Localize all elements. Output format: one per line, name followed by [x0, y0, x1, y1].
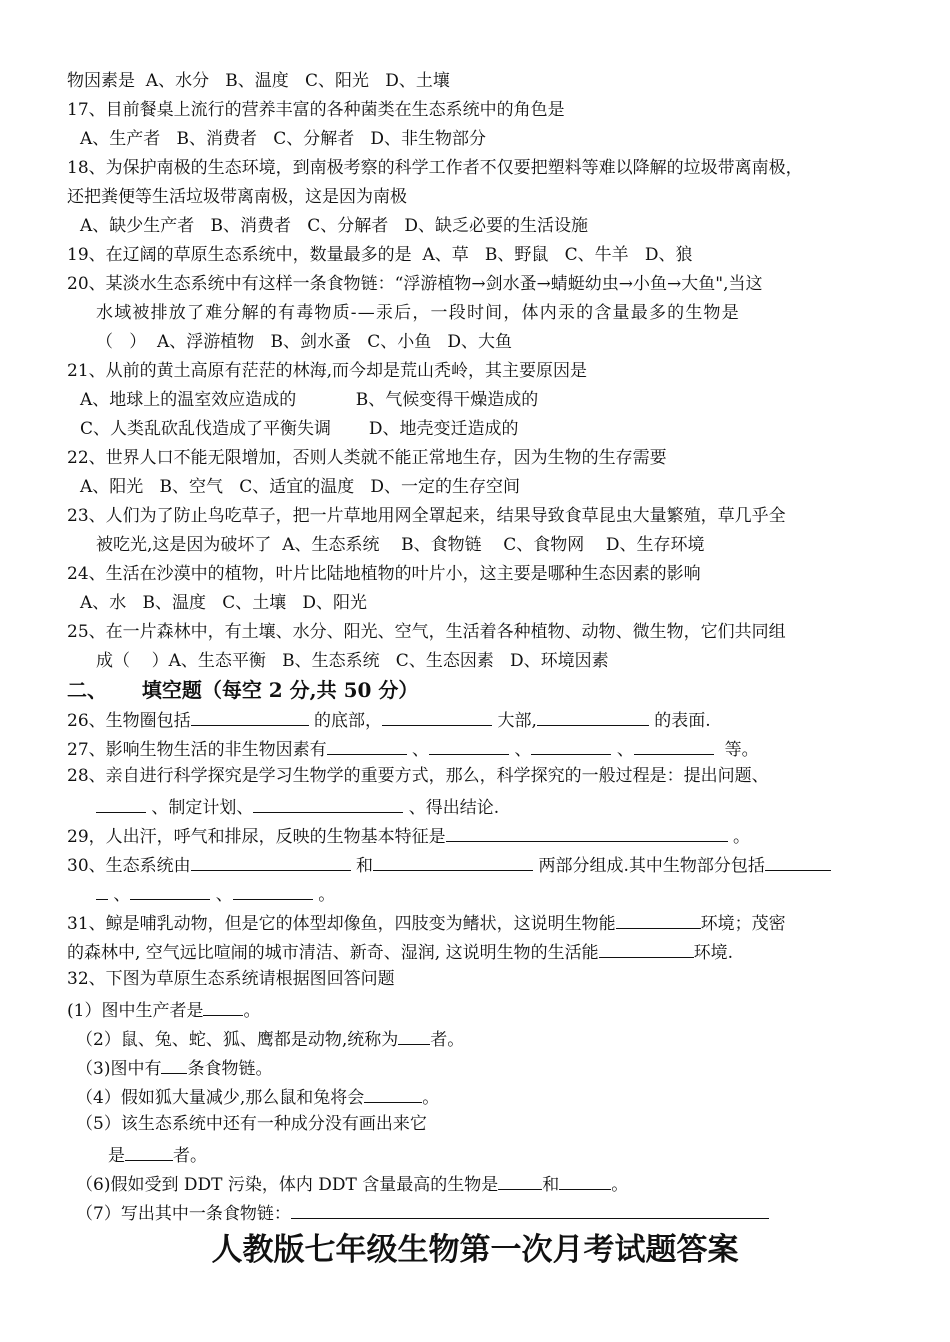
question-21-options-cd: C、人类乱砍乱伐造成了平衡失调 D、地壳变迁造成的 — [80, 419, 519, 439]
question-18-line2: 还把粪便等生活垃圾带离南极，这是因为南极 — [67, 187, 407, 207]
answer-blank[interactable] — [599, 939, 694, 958]
question-20-line1: 20、某淡水生态系统中有这样一条食物链：“浮游植物→剑水蚤→蜻蜓幼虫→小鱼→大鱼",当这 — [67, 274, 763, 294]
question-23-line1: 23、人们为了防止鸟吃草子，把一片草地用网全罩起来，结果导致食草昆虫大量繁殖，草几乎全 — [67, 506, 786, 526]
answer-blank[interactable] — [429, 736, 509, 755]
question-32-part-5-line1: （5）该生态系统中还有一种成分没有画出来它 — [76, 1114, 427, 1134]
question-31-line2: 的森林中, 空气远比喧闹的城市清洁、新奇、湿润, 这说明生物的生活能 环境. — [67, 939, 733, 961]
answer-blank[interactable] — [191, 852, 351, 871]
answer-blank[interactable] — [398, 1026, 430, 1045]
answer-blank[interactable] — [559, 1171, 611, 1190]
answer-blank[interactable] — [616, 910, 701, 929]
question-27: 27、影响生物生活的非生物因素有 、 、 、 等。 — [67, 736, 759, 758]
question-32-part-3: （3)图中有 条食物链。 — [76, 1055, 272, 1077]
question-19: 19、在辽阔的草原生态系统中，数量最多的是 A、草 B、野鼠 C、牛羊 D、狼 — [67, 245, 693, 265]
question-20-options: （ ） A、浮游植物 B、剑水蚤 C、小鱼 D、大鱼 — [96, 332, 513, 352]
answer-blank[interactable] — [531, 736, 611, 755]
answer-blank[interactable] — [537, 707, 649, 726]
answer-blank[interactable] — [125, 1142, 173, 1161]
question-28-line2: 、制定计划、 、得出结论. — [96, 794, 499, 816]
answer-blank[interactable] — [364, 1084, 422, 1103]
question-24: 24、生活在沙漠中的植物，叶片比陆地植物的叶片小，这主要是哪种生态因素的影响 — [67, 564, 701, 584]
question-32-part-6: （6)假如受到 DDT 污染，体内 DDT 含量最高的生物是 和 。 — [76, 1171, 628, 1193]
answer-blank[interactable] — [96, 794, 146, 813]
answer-blank[interactable] — [446, 823, 728, 842]
question-21: 21、从前的黄土高原有茫茫的林海,而今却是荒山秃岭，其主要原因是 — [67, 361, 588, 381]
question-32: 32、下图为草原生态系统请根据图回答问题 — [67, 969, 395, 989]
answer-blank[interactable] — [634, 736, 714, 755]
question-32-part-1: (1）图中生产者是 。 — [67, 997, 260, 1019]
answer-blank[interactable] — [382, 707, 492, 726]
answer-blank[interactable] — [373, 852, 533, 871]
question-21-options-ab: A、地球上的温室效应造成的 B、气候变得干燥造成的 — [80, 390, 539, 410]
answer-blank[interactable] — [96, 881, 108, 900]
answer-blank[interactable] — [253, 794, 403, 813]
question-32-part-5-line2: 是 者。 — [108, 1142, 207, 1164]
question-25-line1: 25、在一片森林中，有土壤、水分、阳光、空气，生活着各种植物、动物、微生物，它们共同组 — [67, 622, 786, 642]
question-20-line2: 水域被排放了难分解的有毒物质-—汞后，一段时间，体内汞的含量最多的生物是 — [96, 303, 740, 323]
question-28-line1: 28、亲自进行科学探究是学习生物学的重要方式，那么，科学探究的一般过程是：提出问题、 — [67, 766, 769, 786]
question-18-options: A、缺少生产者 B、消费者 C、分解者 D、缺乏必要的生活设施 — [80, 216, 589, 236]
answer-blank[interactable] — [191, 707, 309, 726]
answer-blank[interactable] — [765, 852, 831, 871]
answer-blank[interactable] — [291, 1200, 769, 1219]
answer-blank[interactable] — [233, 881, 313, 900]
answer-blank[interactable] — [498, 1171, 542, 1190]
question-32-part-7: （7）写出其中一条食物链： — [76, 1200, 769, 1222]
question-17: 17、目前餐桌上流行的营养丰富的各种菌类在生态系统中的角色是 — [67, 100, 565, 120]
answer-blank[interactable] — [130, 881, 210, 900]
question-16-options: 物因素是 A、水分 B、温度 C、阳光 D、土壤 — [67, 71, 450, 91]
question-24-options: A、水 B、温度 C、土壤 D、阳光 — [80, 593, 368, 613]
question-32-part-4: （4）假如狐大量减少,那么鼠和兔将会 。 — [76, 1084, 439, 1106]
question-17-options: A、生产者 B、消费者 C、分解者 D、非生物部分 — [80, 129, 487, 149]
question-18-line1: 18、为保护南极的生态环境，到南极考察的科学工作者不仅要把塑料等难以降解的垃圾带离南极， — [67, 158, 803, 178]
question-29: 29，人出汗，呼气和排尿，反映的生物基本特征是 。 — [67, 823, 750, 845]
section-2-heading: 二、 填空题（每空 2 分,共 50 分） — [67, 678, 419, 702]
question-26: 26、生物圈包括 的底部， 大部, 的表面. — [67, 707, 711, 729]
question-23-line2: 被吃光,这是因为破坏了 A、生态系统 B、食物链 C、食物网 D、生存环境 — [96, 535, 705, 555]
question-22: 22、世界人口不能无限增加，否则人类就不能正常地生存，因为生物的生存需要 — [67, 448, 667, 468]
question-31-line1: 31、鲸是哺乳动物，但是它的体型却像鱼，四肢变为鳍状，这说明生物能 环境；茂密 — [67, 910, 786, 932]
question-25-line2: 成（ ）A、生态平衡 B、生态系统 C、生态因素 D、环境因素 — [96, 651, 609, 671]
question-32-part-2: （2）鼠、兔、蛇、狐、鹰都是动物,统称为 者。 — [76, 1026, 464, 1048]
answer-blank[interactable] — [203, 997, 243, 1016]
answer-blank[interactable] — [327, 736, 407, 755]
answer-title: 人教版七年级生物第一次月考试题答案 — [211, 1232, 739, 1268]
question-30-line1: 30、生态系统由 和 两部分组成.其中生物部分包括 — [67, 852, 831, 874]
answer-blank[interactable] — [161, 1055, 187, 1074]
question-30-line2: 、 、 。 — [96, 881, 335, 903]
question-22-options: A、阳光 B、空气 C、适宜的温度 D、一定的生存空间 — [80, 477, 521, 497]
